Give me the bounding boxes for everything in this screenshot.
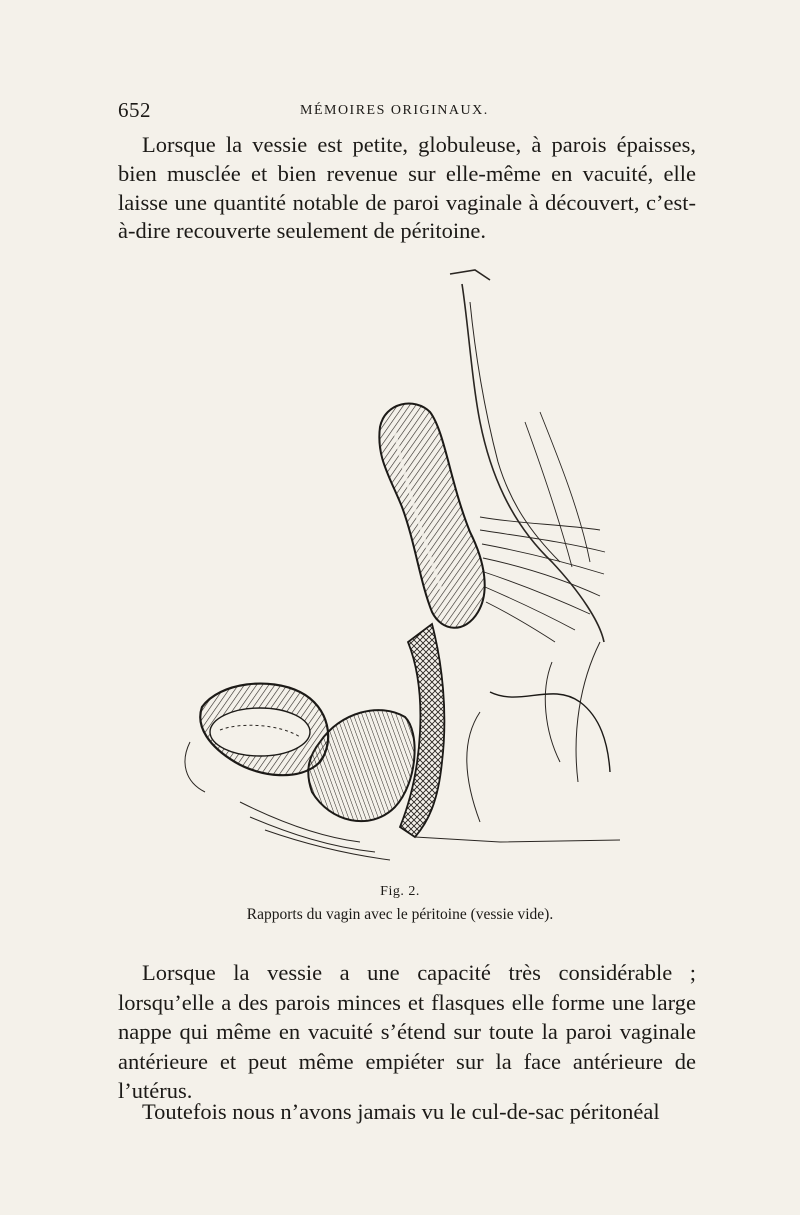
page-header [118, 98, 696, 124]
anatomical-engraving [180, 262, 630, 882]
figure-label: Fig. 2. [380, 884, 420, 899]
paragraph-1: Lorsque la vessie est petite, globuleuse, à parois épaisses, bien musclée et bien revenue sur elle-même en vacuité, elle laisse une quantité notable de paroi vaginale à découvert, c’est-à-dire recouverte seulement de péritoine. [118, 132, 696, 244]
paragraph-2: Lorsque la vessie a une capacité très considérable ; lorsqu’elle a des parois minces et flasques elle forme une large nappe qui même en vacuité s’étend sur toute la paroi vaginale antérieure et peut même empiéter sur la face antérieure de l’utérus. [118, 960, 696, 1103]
figure-caption: Rapports du vagin avec le péritoine (vessie vide). [246, 906, 554, 923]
paragraph-3: Toutefois nous n’avons jamais vu le cul-de-sac péritonéal [142, 1099, 660, 1124]
page-number: 652 [118, 98, 151, 122]
engraving-drawing [180, 262, 630, 882]
running-title: MÉMOIRES ORIGINAUX. [300, 103, 489, 118]
